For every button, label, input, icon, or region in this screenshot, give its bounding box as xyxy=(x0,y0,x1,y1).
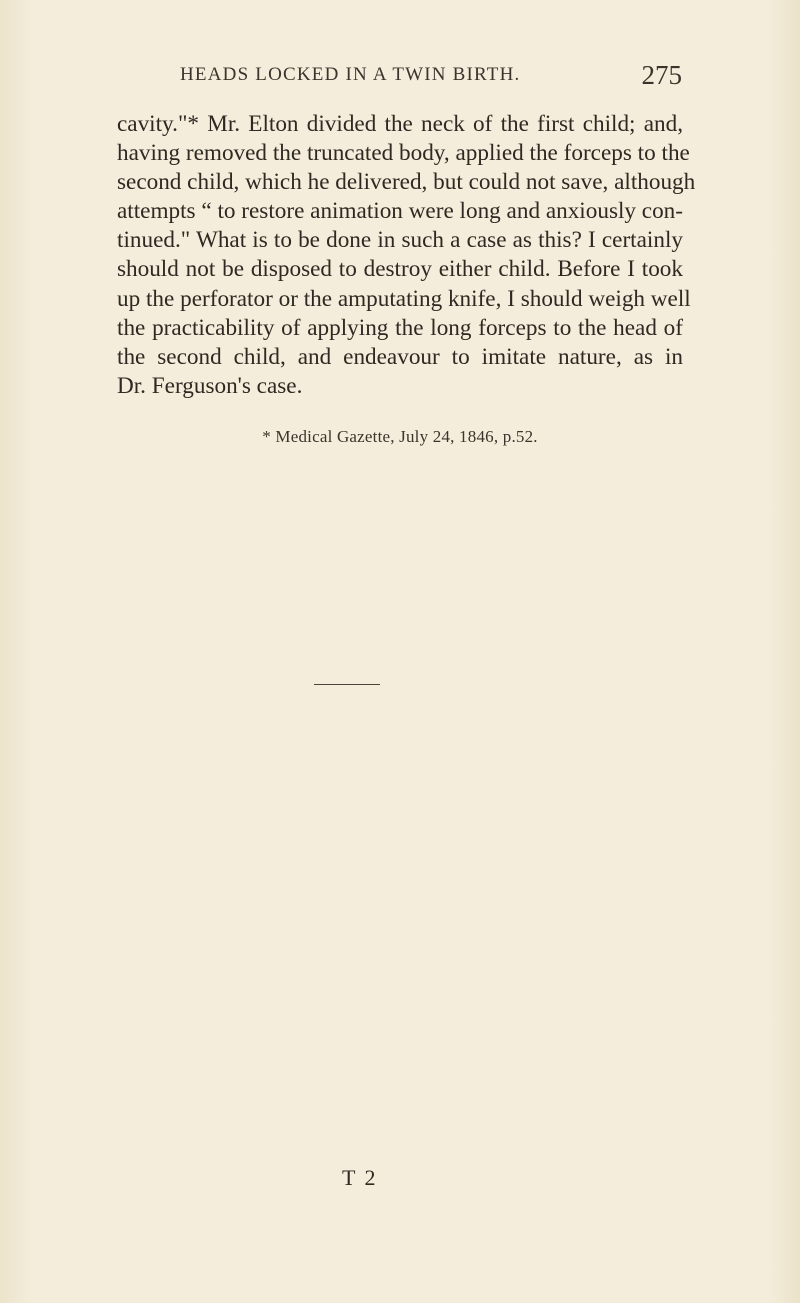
text-line: up the perforator or the amputating knife, I should weigh well xyxy=(117,285,691,312)
text-line: should not be disposed to destroy either child. Before I took xyxy=(117,256,683,283)
text-line: Dr. Ferguson's case. xyxy=(117,372,303,399)
text-line: tinued." What is to be done in such a case as this? I certainly xyxy=(117,227,683,254)
page-number: 275 xyxy=(641,60,682,90)
body-paragraph xyxy=(117,110,696,401)
running-title: HEADS LOCKED IN A TWIN BIRTH. xyxy=(180,64,521,85)
text-line: cavity."* Mr. Elton divided the neck of the first child; and, xyxy=(117,111,683,137)
text-line: attempts “ to restore animation were long and anxiously con- xyxy=(117,198,683,225)
running-head xyxy=(0,60,800,94)
signature-mark: T 2 xyxy=(342,1165,378,1190)
footnote: * Medical Gazette, July 24, 1846, p.52. xyxy=(262,427,538,446)
text-line: the practicability of applying the long forceps to the head of xyxy=(117,314,683,341)
text-line: the second child, and endeavour to imitate nature, as in xyxy=(117,343,683,370)
section-divider xyxy=(314,684,380,685)
text-line: having removed the truncated body, applied the forceps to the xyxy=(117,140,690,167)
text-line: second child, which he delivered, but could not save, although xyxy=(117,169,696,196)
